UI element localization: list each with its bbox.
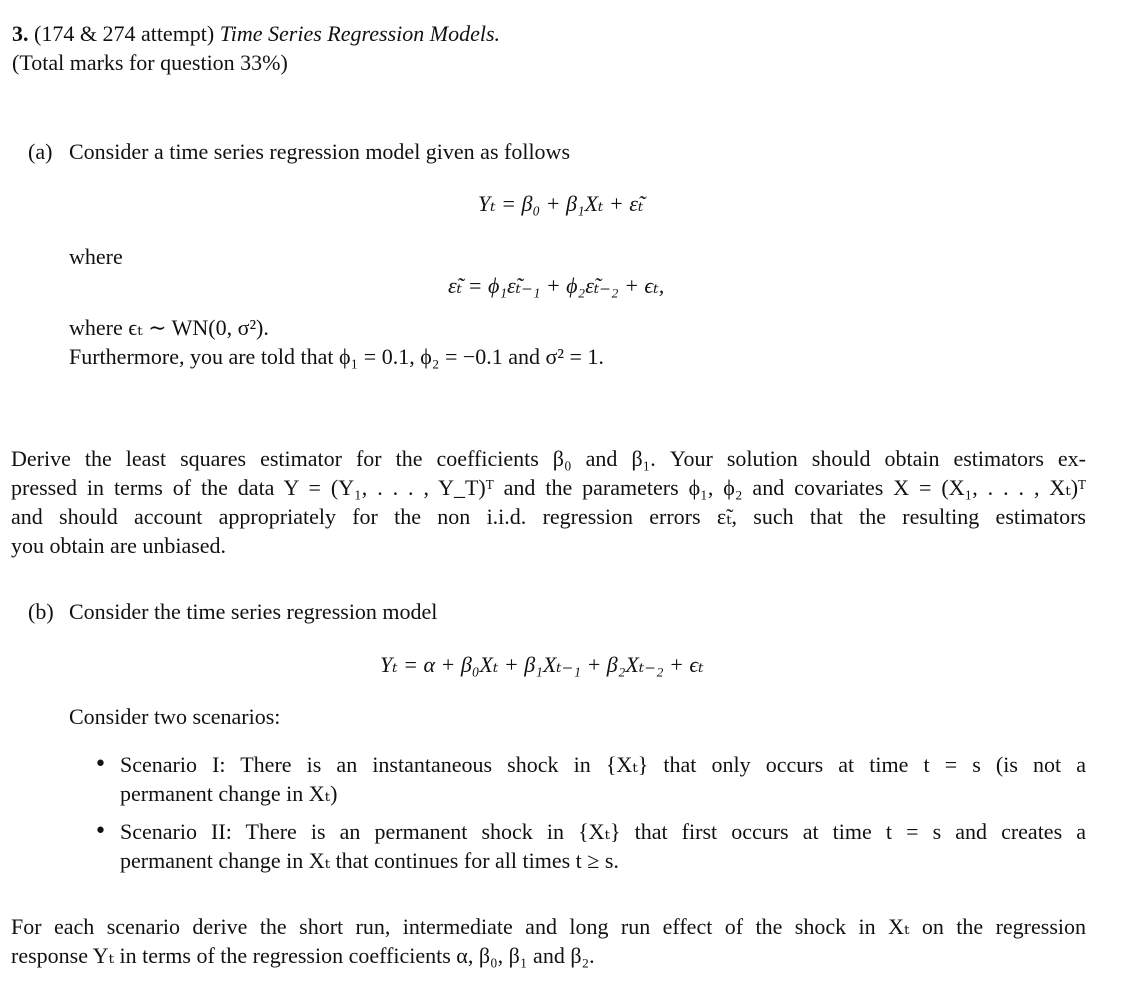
scenario-2-line-2: permanent change in Xₜ that continues for all times t ≥ s. <box>120 848 619 873</box>
part-a-task-line-3: and should account appropriately for the non i.i.d. regression errors ε̃ₜ, such that the resulting estimators <box>11 504 1086 529</box>
part-b-equation: Yₜ = α + β₀Xₜ + β₁Xₜ₋₁ + β₂Xₜ₋₂ + ϵₜ <box>380 652 704 677</box>
part-a-equation-2: ε̃ₜ = ϕ₁ε̃ₜ₋₁ + ϕ₂ε̃ₜ₋₂ + ϵₜ, <box>448 273 665 298</box>
bullet-dot: • <box>94 752 107 777</box>
part-a-task-line-4: you obtain are unbiased. <box>11 533 227 558</box>
scenario-2-line-1: Scenario II: There is an permanent shock in {Xₜ} that first occurs at time t = s and creates a <box>120 819 1086 844</box>
part-a-intro: Consider a time series regression model given as follows <box>69 139 571 164</box>
bullet-dot: • <box>94 819 107 844</box>
part-a-where-2: where ϵₜ ∼ WN(0, σ²). <box>69 315 269 340</box>
part-a-given-values: Furthermore, you are told that ϕ₁ = 0.1, ϕ₂ = −0.1 and σ² = 1. <box>69 344 604 369</box>
part-b-scenarios-intro: Consider two scenarios: <box>69 704 281 729</box>
part-a-task-line-1: Derive the least squares estimator for the coefficients β₀ and β₁. Your solution should obtain estimators ex- <box>11 446 1086 471</box>
part-b-intro: Consider the time series regression model <box>69 599 438 624</box>
part-a-where-1: where <box>69 244 123 269</box>
question-marks: (Total marks for question 33%) <box>12 50 288 75</box>
scenario-1-line-1: Scenario I: There is an instantaneous shock in {Xₜ} that only occurs at time t = s (is not a <box>120 752 1086 777</box>
part-b-label: (b) <box>28 599 54 624</box>
part-a-label: (a) <box>28 139 53 164</box>
part-a-task-line-2: pressed in terms of the data Y = (Y₁, . . . , Y_T)ᵀ and the parameters ϕ₁, ϕ₂ and covariates X = (X₁, . . . , Xₜ)ᵀ <box>11 475 1086 500</box>
question-title: Time Series Regression Models. <box>219 21 501 46</box>
part-b-task-line-1: For each scenario derive the short run, intermediate and long run effect of the shock in Xₜ on the regression <box>11 914 1086 939</box>
scenario-1-line-2: permanent change in Xₜ) <box>120 781 338 806</box>
question-attempt: (174 & 274 attempt) <box>34 21 215 46</box>
part-a-equation-1: Yₜ = β₀ + β₁Xₜ + ε̃ₜ <box>478 191 644 216</box>
question-header <box>12 19 500 48</box>
question-number: 3. <box>12 21 29 46</box>
part-b-task-line-2: response Yₜ in terms of the regression coefficients α, β₀, β₁ and β₂. <box>11 943 595 968</box>
